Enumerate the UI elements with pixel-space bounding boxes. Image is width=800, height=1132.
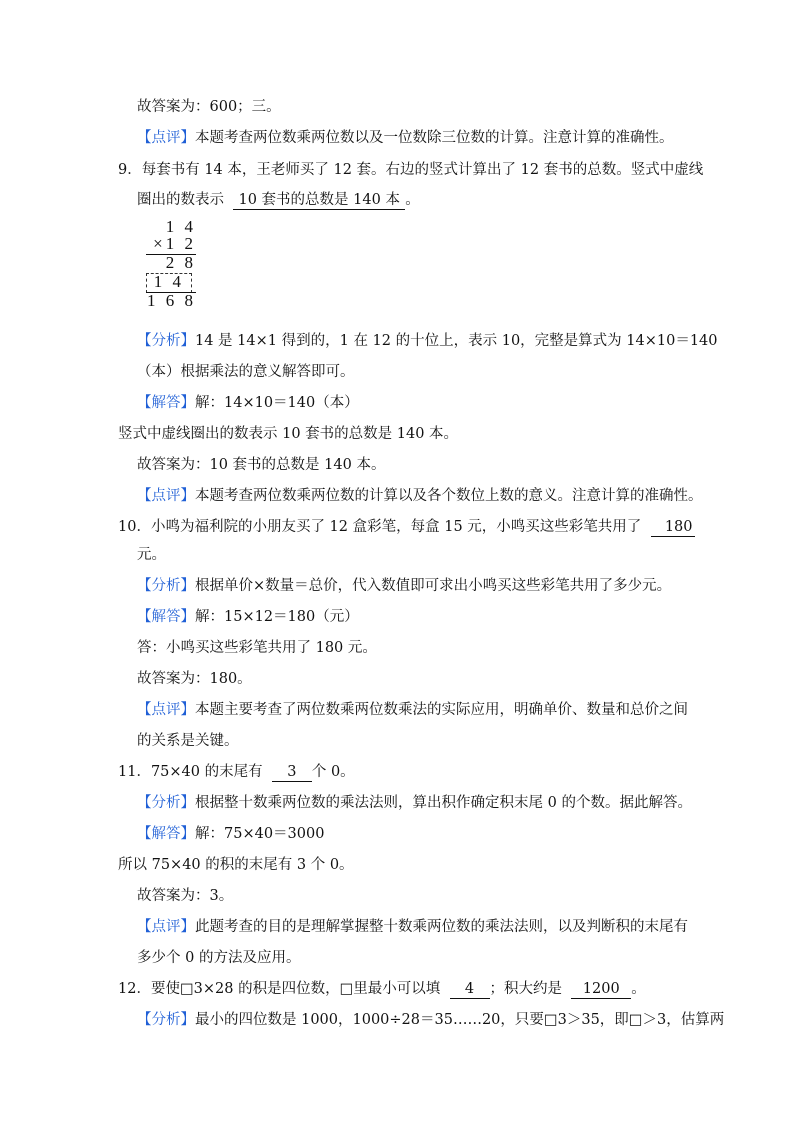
analysis-tag: 【分析】	[137, 578, 195, 594]
calc-row-multiplicand: 1 4	[165, 217, 196, 236]
comment-tag: 【点评】	[137, 919, 195, 935]
analysis-line: 【分析】根据整十数乘两位数的乘法法则，算出积作确定积末尾 0 的个数。据此解答。	[137, 795, 692, 811]
question-10-text-2: 元。	[137, 547, 166, 563]
analysis-tag: 【分析】	[137, 1012, 195, 1028]
solution-line: 【解答】解：75×40＝3000	[137, 826, 325, 842]
question-10-text: 10．小鸣为福利院的小朋友买了 12 盒彩笔，每盒 15 元，小鸣买这些彩笔共用了 180	[118, 519, 693, 535]
analysis-line: 【分析】14 是 14×1 得到的，1 在 12 的十位上，表示 10，完整是算式为 14×10＝140	[137, 333, 718, 349]
vertical-multiplication	[146, 218, 198, 312]
solution-line-2: 所以 75×40 的积的末尾有 3 个 0。	[118, 857, 354, 873]
answer-line: 故答案为：10 套书的总数是 140 本。	[137, 457, 386, 473]
answer-blank: 180	[651, 519, 695, 537]
solution-tag: 【解答】	[137, 395, 195, 411]
calc-row-partial-1: 2 8	[165, 253, 196, 272]
question-9-text: 9．每套书有 14 本，王老师买了 12 套。右边的竖式计算出了 12 套书的总数。竖式中虚线	[118, 162, 704, 178]
analysis-line: 【分析】根据单价×数量＝总价，代入数值即可求出小鸣买这些彩笔共用了多少元。	[137, 578, 672, 594]
comment-line: 【点评】本题考查两位数乘两位数的计算以及各个数位上数的意义。注意计算的准确性。	[137, 488, 703, 504]
comment-line-2: 的关系是关键。	[137, 733, 239, 749]
solution-tag: 【解答】	[137, 609, 195, 625]
calc-row-multiplier: ×1 2	[153, 234, 196, 253]
answer-blank: 3	[272, 764, 312, 782]
analysis-tag: 【分析】	[137, 333, 195, 349]
solution-line: 【解答】解：14×10＝140（本）	[137, 395, 359, 411]
solution-line: 【解答】解：15×12＝180（元）	[137, 609, 359, 625]
answer-line: 故答案为：180。	[137, 671, 252, 687]
answer-line: 故答案为：3。	[137, 888, 234, 904]
analysis-line-2: （本）根据乘法的意义解答即可。	[137, 364, 355, 380]
comment-tag: 【点评】	[137, 702, 195, 718]
comment-line-2: 多少个 0 的方法及应用。	[137, 950, 301, 966]
question-11-text: 11．75×40 的末尾有 3 个 0。	[118, 764, 355, 780]
comment-line: 【点评】本题主要考查了两位数乘两位数乘法的实际应用，明确单价、数量和总价之间	[137, 702, 688, 718]
solution-line-2: 答：小鸣买这些彩笔共用了 180 元。	[137, 640, 377, 656]
comment-line: 【点评】此题考查的目的是理解掌握整十数乘两位数的乘法法则，以及判断积的末尾有	[137, 919, 688, 935]
question-9-text-2: 圈出的数表示 10 套书的总数是 140 本 。	[137, 192, 420, 208]
comment-tag: 【点评】	[137, 130, 195, 146]
answer-blank: 4	[450, 981, 490, 999]
comment-line: 【点评】本题考查两位数乘两位数以及一位数除三位数的计算。注意计算的准确性。	[137, 130, 674, 146]
question-12-text: 12．要使□3×28 的积是四位数，□里最小可以填 4 ；积大约是 1200 。	[118, 981, 646, 997]
answer-blank: 1200	[571, 981, 631, 999]
answer-line: 故答案为：600；三。	[137, 99, 281, 115]
calc-row-partial-2: 1 4	[153, 272, 184, 291]
answer-blank: 10 套书的总数是 140 本	[233, 192, 405, 210]
analysis-line: 【分析】最小的四位数是 1000，1000÷28＝35……20，只要□3＞35，即□＞3，估算两	[137, 1012, 725, 1028]
calc-row-product: 1 6 8	[147, 291, 196, 310]
solution-line-2: 竖式中虚线圈出的数表示 10 套书的总数是 140 本。	[118, 426, 459, 442]
analysis-tag: 【分析】	[137, 795, 195, 811]
solution-tag: 【解答】	[137, 826, 195, 842]
comment-tag: 【点评】	[137, 488, 195, 504]
